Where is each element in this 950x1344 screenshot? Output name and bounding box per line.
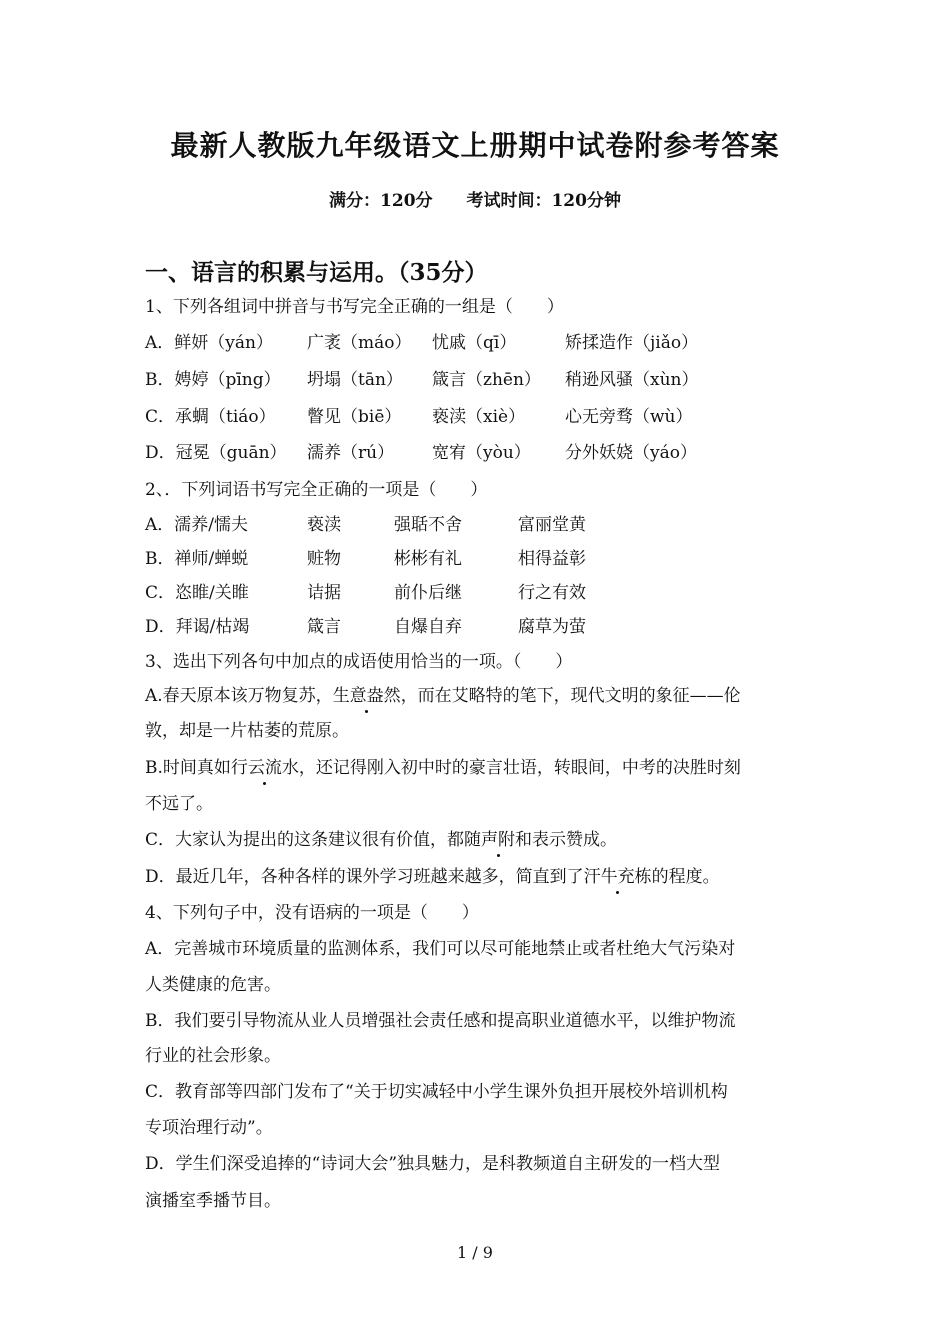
option-cell: 强聒不舍: [394, 515, 462, 535]
option-cell: 忧戚（qī）: [432, 333, 517, 353]
option-cell: D．拜谒/枯竭: [145, 617, 250, 637]
option-cell: A．鲜妍（yán）: [145, 333, 273, 353]
option-text: A.春天原本该万物复苏，: [145, 686, 333, 706]
option-cell: C．恣睢/关睢: [145, 583, 249, 603]
option-cell: 箴言（zhēn）: [432, 370, 541, 390]
option-cell: 稍逊风骚（xùn）: [565, 370, 699, 390]
question-4-line: A．完善城市环境质量的监测体系，我们可以尽可能地禁止或者杜绝大气污染对: [145, 939, 736, 959]
option-cell: C．承蜩（tiáo）: [145, 407, 276, 427]
score-info: [0, 186, 950, 211]
option-cell: 广袤（máo）: [307, 333, 412, 353]
page-title: 最新人教版九年级语文上册期中试卷附参考答案: [170, 129, 780, 162]
question-4-line: 人类健康的危害。: [145, 975, 281, 995]
option-cell: 宽宥（yòu）: [432, 443, 531, 463]
question-4-line: 专项治理行动”。: [145, 1118, 273, 1138]
question-1-option-a: [145, 332, 805, 354]
option-cell: 亵渎: [307, 515, 341, 535]
question-4-line: C．教育部等四部门发布了“关于切实减轻中小学生课外负担开展校外培训机构: [145, 1082, 728, 1102]
question-2-option-d: [145, 616, 805, 638]
option-cell: 坍塌（tān）: [307, 370, 403, 390]
question-3-option-a: [145, 685, 741, 707]
question-4-line: D．学生们深受追捧的“诗词大会”独具魅力，是科教频道自主研发的一档大型: [145, 1154, 721, 1174]
question-1-option-b: [145, 369, 805, 391]
question-4-line: 演播室季播节目。: [145, 1191, 281, 1211]
question-3-option-c: [145, 829, 617, 851]
option-cell: 行之有效: [518, 583, 586, 603]
question-3-option-d: [145, 866, 720, 888]
question-2-option-c: [145, 582, 805, 604]
question-3-option-b-cont: 不远了。: [145, 794, 213, 814]
option-cell: 诘据: [307, 583, 341, 603]
option-cell: 瞥见（biē）: [307, 407, 402, 427]
question-3-stem: 3、选出下列各句中加点的成语使用恰当的一项。（ ）: [145, 652, 573, 672]
question-3-option-b: [145, 757, 741, 779]
option-cell: 相得益彰: [518, 549, 586, 569]
section-heading: 一、语言的积累与运用。（35分）: [145, 259, 488, 286]
option-cell: 自爆自弃: [394, 617, 462, 637]
exam-time: 考试时间：120分钟: [466, 191, 621, 211]
option-cell: 彬彬有礼: [394, 549, 462, 569]
question-2-option-b: [145, 548, 805, 570]
question-1-option-d: [145, 442, 805, 464]
option-text: 表示赞成。: [532, 830, 618, 850]
option-cell: 箴言: [307, 617, 341, 637]
question-4-line: 行业的社会形象。: [145, 1046, 281, 1066]
question-2-stem: 2、．下列词语书写完全正确的一项是（ ）: [145, 480, 488, 500]
option-cell: B．禅师/蝉蜕: [145, 549, 249, 569]
option-cell: 心无旁骛（wù）: [565, 407, 693, 427]
dotted-idiom: 行云流水: [230, 758, 299, 778]
question-3-option-a-cont: 敦，却是一片枯萎的荒原。: [145, 721, 349, 741]
question-4-stem: 4、下列句子中，没有语病的一项是（ ）: [145, 903, 479, 923]
option-cell: 濡养（rú）: [307, 443, 395, 463]
option-cell: 富丽堂黄: [518, 515, 586, 535]
page-number: 1 / 9: [457, 1243, 493, 1262]
option-cell: 赃物: [307, 549, 341, 569]
option-cell: 亵渎（xiè）: [432, 407, 526, 427]
option-cell: D．冠冕（guān）: [145, 443, 287, 463]
option-text: ，而在艾略特的笔下，现代文明的象征——伦: [400, 686, 741, 706]
question-4-line: B．我们要引导物流从业人员增强社会责任感和提高职业道德水平，以维护物流: [145, 1011, 736, 1031]
option-text: 的程度。: [651, 867, 720, 887]
option-cell: A．濡养/懦夫: [145, 515, 249, 535]
full-score: 满分：120分: [329, 191, 433, 211]
dotted-idiom: 生意盎然: [332, 686, 401, 706]
option-cell: 分外妖娆（yáo）: [565, 443, 697, 463]
option-text: D．最近几年，各种各样的课外学习班越来越多，简直到了: [145, 867, 584, 887]
question-1-stem: 1、下列各组词中拼音与书写完全正确的一组是（ ）: [145, 297, 564, 317]
option-cell: B．娉婷（pīng）: [145, 370, 281, 390]
option-text: C．大家认为提出的这条建议很有价值，都: [145, 830, 465, 850]
option-cell: 矫揉造作（jiǎo）: [565, 333, 699, 353]
option-text: B.时间真如: [145, 758, 231, 778]
option-cell: 腐草为萤: [518, 617, 586, 637]
option-cell: 前仆后继: [394, 583, 462, 603]
dotted-idiom: 汗牛充栋: [583, 867, 652, 887]
question-2-option-a: [145, 514, 805, 536]
option-text: ，还记得刚入初中时的豪言壮语，转眼间，中考的决胜时刻: [298, 758, 741, 778]
dotted-idiom: 随声附和: [464, 830, 533, 850]
question-1-option-c: [145, 406, 805, 428]
